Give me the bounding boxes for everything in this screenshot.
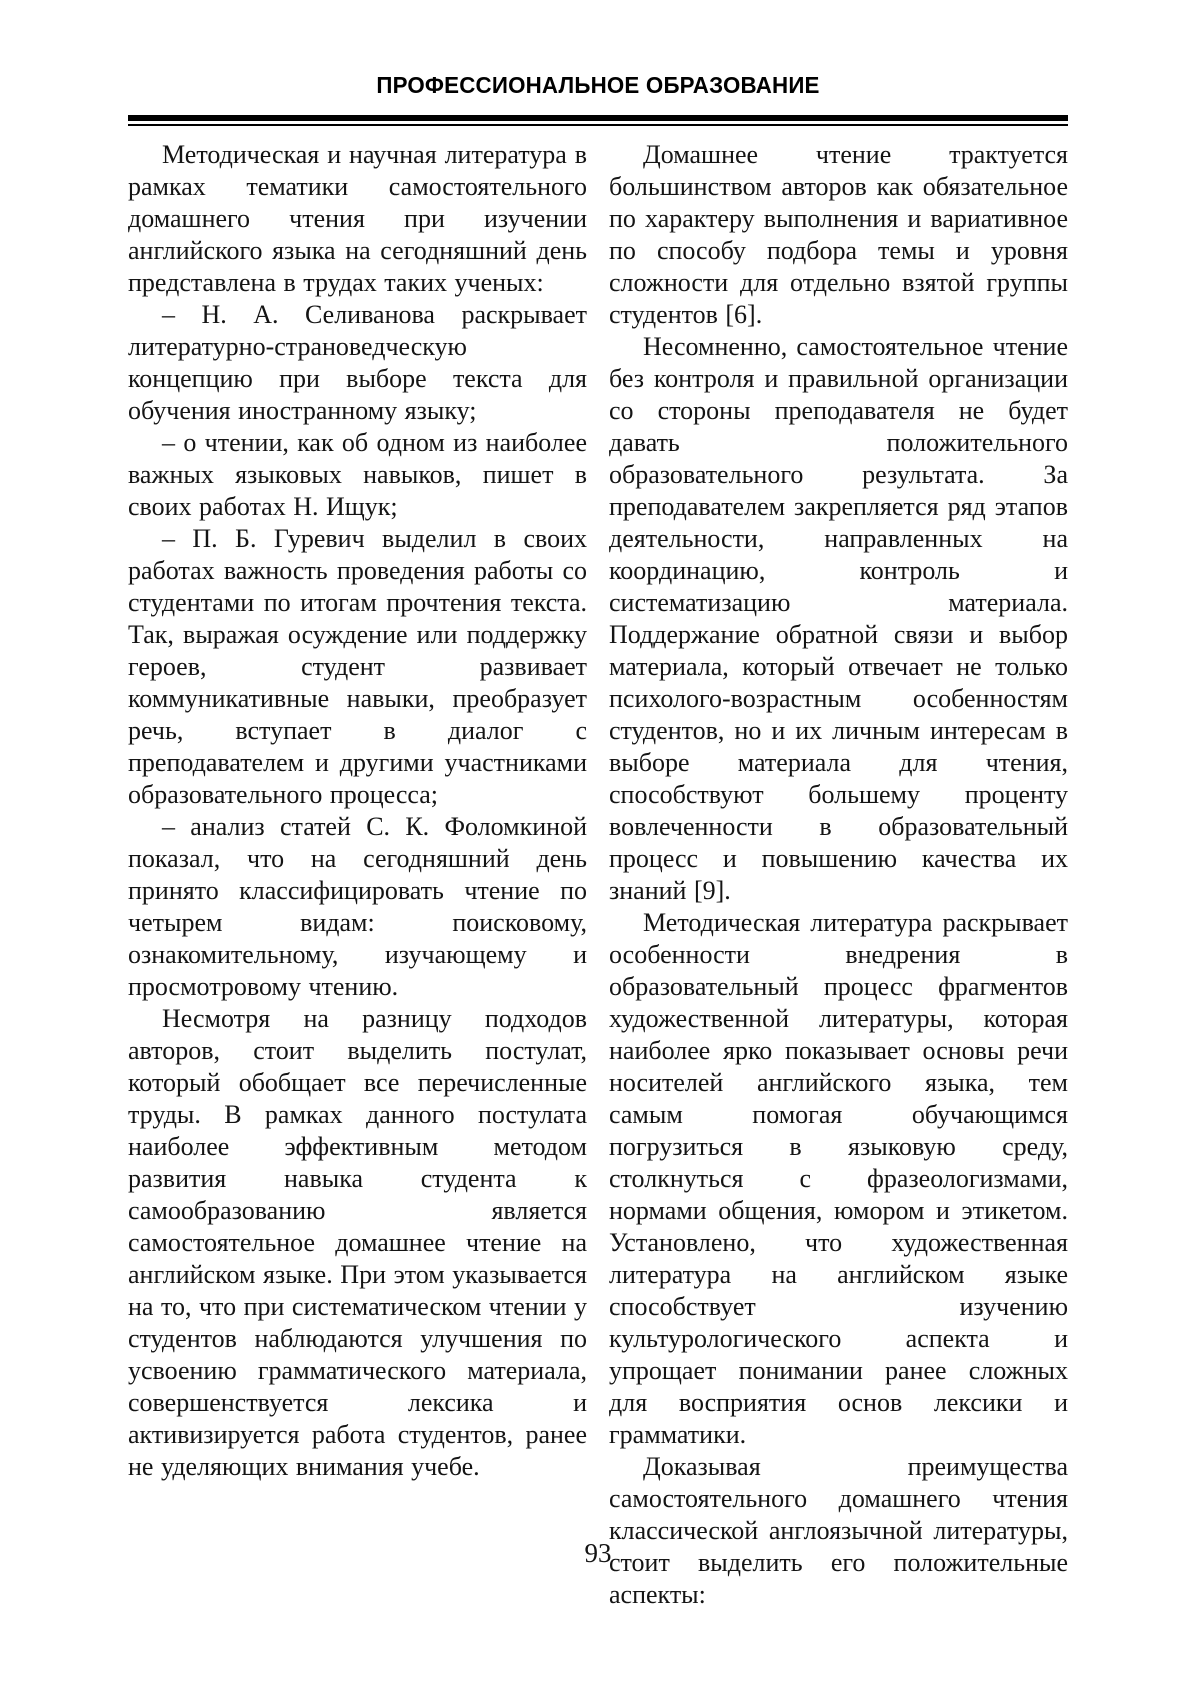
header-rule-thick xyxy=(128,115,1068,121)
page-number: 93 xyxy=(584,1538,612,1568)
paragraph: – о чтении, как об одном из наиболее важных языковых навыков, пишет в своих работах Н. Ищук; xyxy=(128,428,587,521)
paragraph: Методическая литература раскрывает особенности внедрения в образовательный процесс фрагментов художественной литературы, которая наиболее ярко показывает основы речи носителей английского языка, тем самым помогая обучающимся погрузиться в языковую среду, столкнуться с фразеологизмами, нормами общения, юмором и этикетом. Установлено, что художественная литература на английском языке способствует изучению культурологического аспекта и упрощает понимании ранее сложных для восприятия основ лексики и грамматики. xyxy=(609,908,1068,1449)
paragraph: Доказывая преимущества самостоятельного домашнего чтения классической англоязычной литературы, стоит выделить его положительные аспекты: xyxy=(609,1452,1068,1609)
paragraph: – П. Б. Гуревич выделил в своих работах важность проведения работы со студентами по итогам прочтения текста. Так, выражая осуждение или поддержку героев, студент развивает коммуникативные навыки, преобразует речь, вступает в диалог с преподавателем и другими участниками образовательного процесса; xyxy=(128,524,587,809)
paragraph: Несмотря на разницу подходов авторов, стоит выделить постулат, который обобщает все перечисленные труды. В рамках данного постулата наиболее эффективным методом развития навыка студента к самообразованию является самостоятельное домашнее чтение на английском языке. При этом указывается на то, что при систематическом чтении у студентов наблюдаются улучшения по усвоению грамматического материала, совершенствуется лексика и активизируется работа студентов, ранее не уделяющих внимания учебе. xyxy=(128,1004,588,1481)
page-footer xyxy=(128,1538,1068,1569)
right-column xyxy=(609,139,1068,1611)
article-columns xyxy=(128,139,1068,1611)
section-header xyxy=(128,72,1068,126)
paragraph: Методическая и научная литература в рамках тематики самостоятельного домашнего чтения при изучении английского языка на сегодняшний день представлена в трудах таких ученых: xyxy=(128,140,587,297)
paragraph: – анализ статей С. К. Фоломкиной показал, что на сегодняшний день принято классифицировать чтение по четырем видам: поисковому, ознакомительному, изучающему и просмотровому чтению. xyxy=(128,812,587,1001)
header-rule-thin xyxy=(128,124,1068,126)
page-content xyxy=(128,72,1068,1611)
section-title: ПРОФЕССИОНАЛЬНОЕ ОБРАЗОВАНИЕ xyxy=(376,72,820,98)
paragraph: Несомненно, самостоятельное чтение без контроля и правильной организации со стороны преподавателя не будет давать положительного образовательного результата. За преподавателем закрепляется ряд этапов деятельности, направленных на координацию, контроль и систематизацию материала. Поддержание обратной связи и выбор материала, который отвечает не только психолого-возрастным особенностям студентов, но и их личным интересам в выборе материала для чтения, способствуют большему проценту вовлеченности в образовательный процесс и повышению качества их знаний [9]. xyxy=(609,332,1068,905)
paragraph: Домашнее чтение трактуется большинством авторов как обязательное по характеру выполнения и вариативное по способу подбора темы и уровня сложности для отдельно взятой группы студентов [6]. xyxy=(609,140,1068,329)
left-column xyxy=(128,139,587,1611)
paragraph: – Н. А. Селиванова раскрывает литературно-страноведческую концепцию при выборе текста для обучения иностранному языку; xyxy=(128,300,587,425)
